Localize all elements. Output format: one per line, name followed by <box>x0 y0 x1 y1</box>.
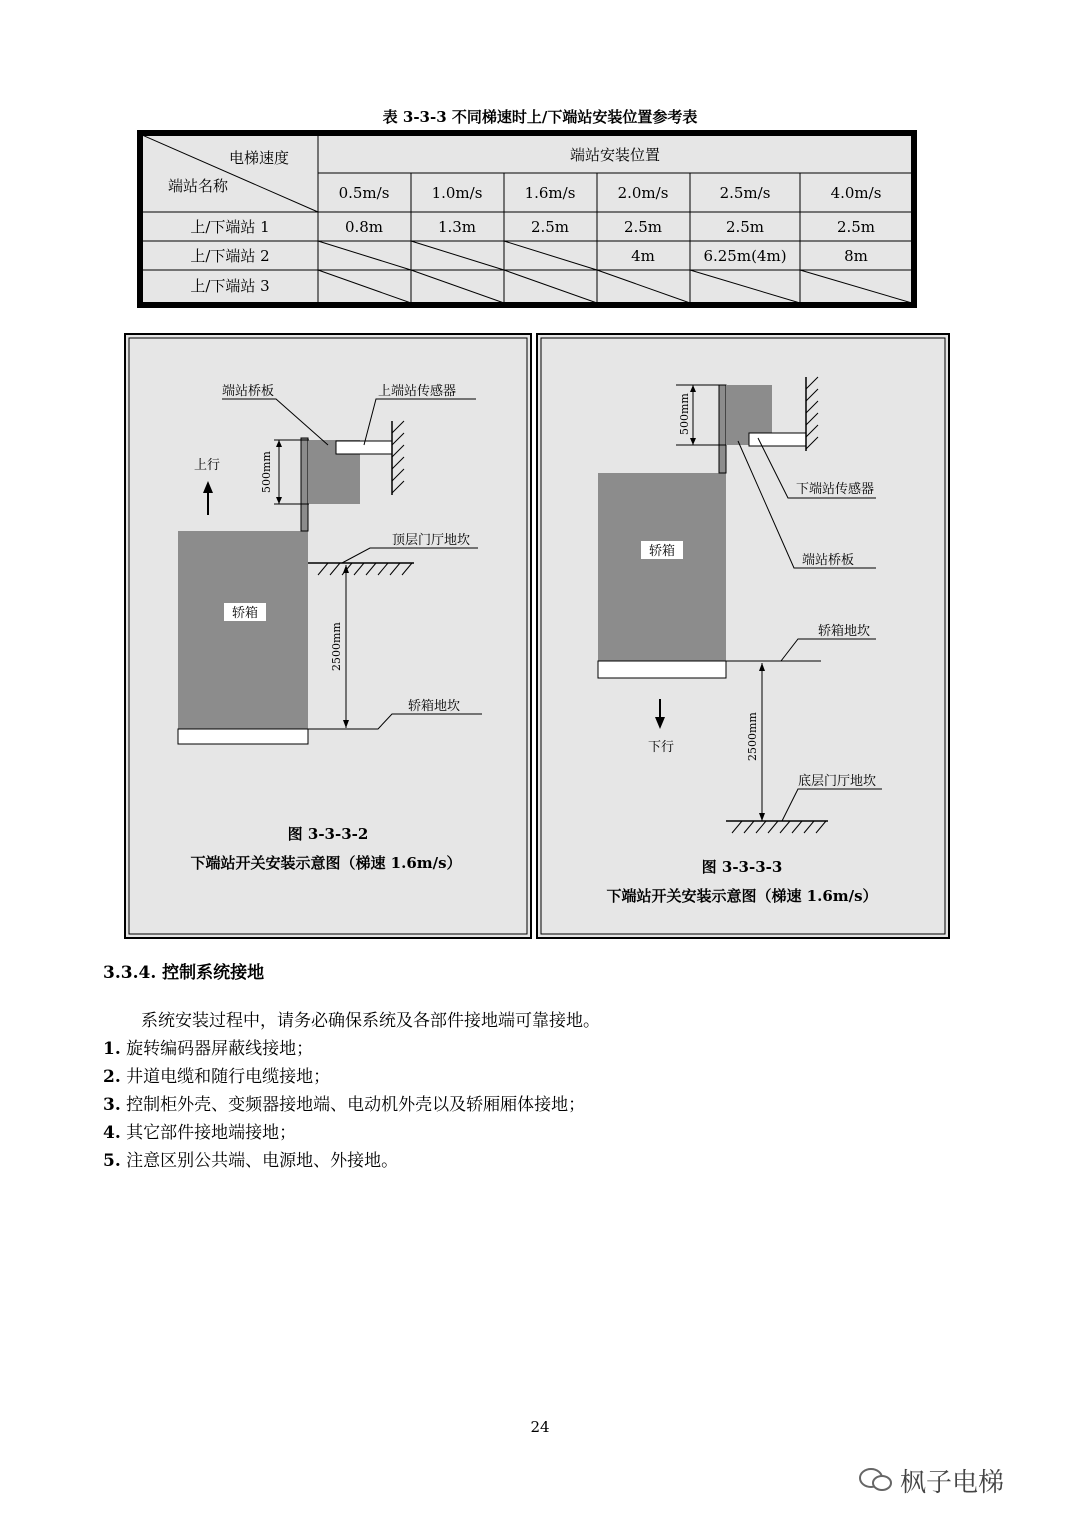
header-group: 端站安装位置 <box>569 146 661 164</box>
item-number: 1. <box>103 1039 121 1059</box>
table-caption: 表 3-3-3 不同梯速时上/下端站安装位置参考表 <box>382 108 698 126</box>
bridge-plate <box>719 385 726 473</box>
row-name: 上/下端站 2 <box>190 247 270 265</box>
dim-2500: 2500mm <box>746 712 759 761</box>
item-text: 控制柜外壳、变频器接地端、电动机外壳以及轿厢厢体接地； <box>126 1095 586 1115</box>
fig-title: 下端站开关安装示意图（梯速 1.6m/s） <box>190 854 462 872</box>
table-cell: 2.5m <box>836 218 876 236</box>
table-grid <box>142 135 912 303</box>
item-number: 4. <box>103 1123 121 1143</box>
table-cell: 8m <box>844 247 868 265</box>
figure-left <box>124 333 532 939</box>
dim-2500: 2500mm <box>330 622 343 671</box>
list-item <box>103 1091 585 1119</box>
dim-500: 500mm <box>260 451 273 493</box>
header-speed: 电梯速度 <box>229 149 290 167</box>
section-intro: 系统安装过程中，请务必确保系统及各部件接地端可靠接地。 <box>141 1011 600 1031</box>
table-cell: 2.5m <box>530 218 570 236</box>
fig-no: 图 3-3-3-3 <box>701 858 783 876</box>
row-name: 上/下端站 3 <box>190 277 270 295</box>
list-item <box>103 1063 330 1091</box>
item-text: 注意区别公共端、电源地、外接地。 <box>126 1151 399 1171</box>
item-number: 3. <box>103 1095 121 1115</box>
fig-no: 图 3-3-3-2 <box>287 825 369 843</box>
label-car-sill: 轿箱地坎 <box>408 699 461 714</box>
table-cell: 1.3m <box>437 218 477 236</box>
speed-header: 0.5m/s <box>338 184 390 202</box>
label-bottom-sill: 底层门厅地坎 <box>798 774 877 789</box>
speed-header: 1.6m/s <box>524 184 576 202</box>
car-body <box>598 473 726 661</box>
car-body <box>178 531 308 729</box>
label-top-sill: 顶层门厅地坎 <box>392 533 471 548</box>
wechat-icon <box>858 1466 894 1494</box>
label-down: 下行 <box>648 740 675 755</box>
item-number: 5. <box>103 1151 121 1171</box>
list-item <box>103 1147 398 1175</box>
speed-header: 2.0m/s <box>617 184 669 202</box>
label-car-sill: 轿箱地坎 <box>818 624 871 639</box>
item-text: 旋转编码器屏蔽线接地； <box>126 1039 314 1059</box>
list-item <box>103 1035 313 1063</box>
page-number: 24 <box>530 1418 550 1436</box>
fig-title: 下端站开关安装示意图（梯速 1.6m/s） <box>606 887 878 905</box>
car-sill <box>178 729 308 744</box>
table-cell: 0.8m <box>344 218 384 236</box>
table-cell: 2.5m <box>725 218 765 236</box>
dim-500: 500mm <box>678 393 691 435</box>
sensor <box>336 441 392 454</box>
item-number: 2. <box>103 1067 121 1087</box>
figure-right <box>536 333 950 939</box>
reference-table <box>137 130 917 308</box>
label-sensor: 下端站传感器 <box>796 482 875 497</box>
car-label: 轿箱 <box>231 606 259 621</box>
row-name: 上/下端站 1 <box>190 218 270 236</box>
car-label: 轿箱 <box>648 544 676 559</box>
label-sensor: 上端站传感器 <box>378 384 457 399</box>
table-cell: 4m <box>631 247 655 265</box>
label-bridge: 端站桥板 <box>802 553 855 568</box>
header-station: 端站名称 <box>168 177 229 195</box>
bridge-plate <box>301 438 308 531</box>
list-item <box>103 1119 296 1147</box>
speed-header: 4.0m/s <box>830 184 882 202</box>
table-cell: 2.5m <box>623 218 663 236</box>
item-text: 井道电缆和随行电缆接地； <box>126 1067 331 1087</box>
sensor <box>749 433 806 446</box>
speed-header: 2.5m/s <box>719 184 771 202</box>
watermark-text: 枫子电梯 <box>900 1468 1005 1498</box>
item-text: 其它部件接地端接地； <box>126 1123 297 1143</box>
speed-header: 1.0m/s <box>431 184 483 202</box>
table-cell: 6.25m(4m) <box>703 247 787 265</box>
label-up: 上行 <box>194 458 221 473</box>
car-sill <box>598 661 726 678</box>
section-title: 3.3.4. 控制系统接地 <box>103 963 265 983</box>
label-bridge: 端站桥板 <box>222 384 275 399</box>
